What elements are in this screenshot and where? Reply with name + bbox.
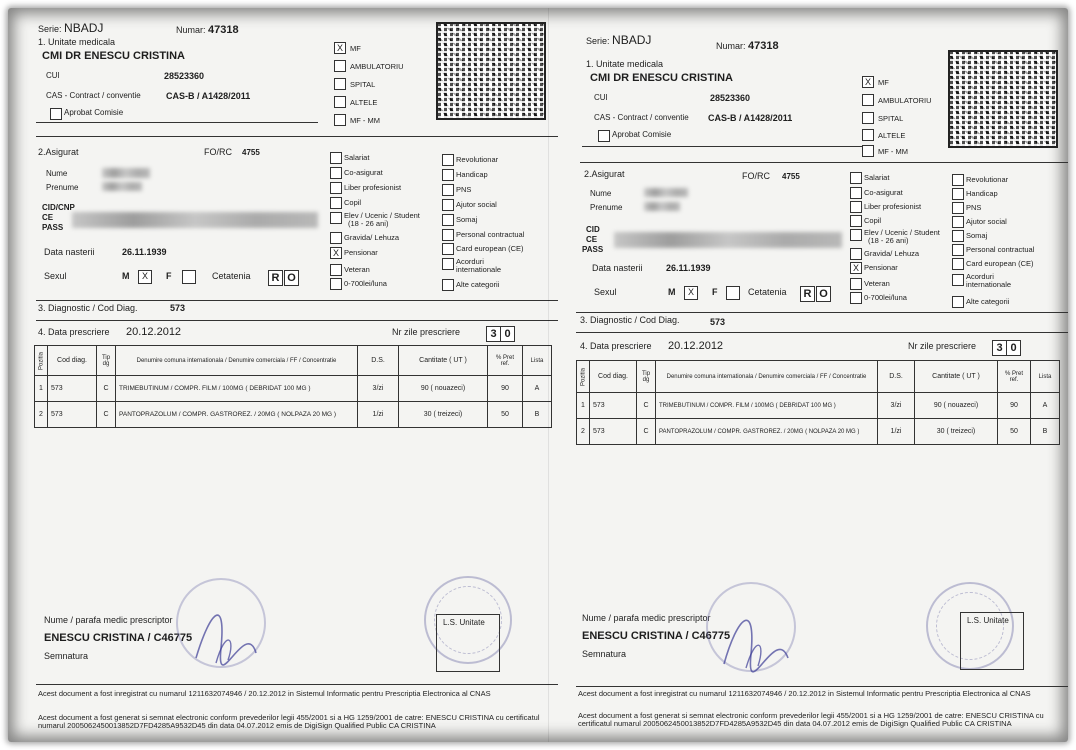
cetatenia-char: O: [816, 286, 831, 302]
category-label: Handicap: [456, 170, 488, 179]
category-checkbox: [330, 232, 342, 244]
nr-zile-label: Nr zile prescriere: [908, 341, 977, 351]
category-checkbox: [442, 214, 454, 226]
header-ds: D.S.: [878, 361, 915, 393]
cell-ds: 3/zi: [878, 393, 915, 419]
footer-registration: Acest document a fost inregistrat cu numarul 1211632074946 / 20.12.2012 in Sistemul Informatic pentru Prescriptia Electronica al CNAS: [38, 690, 491, 698]
category-label: Ajutor social: [456, 200, 497, 209]
redacted-firstname: [644, 202, 680, 211]
header-pret: % Pret ref.: [488, 346, 523, 376]
header-cod-diag: Cod diag.: [590, 361, 637, 393]
aprobat-checkbox: [50, 108, 62, 120]
category-checkbox: [952, 202, 964, 214]
category-label: Card european (CE): [456, 244, 524, 253]
category-checkbox: [442, 243, 454, 255]
category-label: Copil: [864, 216, 882, 225]
category-label: Acorduri: [966, 272, 994, 281]
sexul-label: Sexul: [44, 271, 67, 281]
numar-label: Numar: [716, 41, 744, 51]
category-checkbox: [442, 229, 454, 241]
sex-m-checkbox: X: [684, 286, 698, 300]
cell-poz: 1: [35, 376, 48, 402]
diag-value: 573: [710, 317, 726, 327]
category-checkbox: [442, 169, 454, 181]
table-header-row: [577, 361, 1060, 393]
cas-label: CAS - Contract / conventie: [46, 91, 141, 100]
data-prescriere-value: 20.12.2012: [126, 326, 182, 338]
unit-type-label: MF - MM: [350, 116, 380, 125]
category-checkbox: [952, 274, 964, 286]
diag-label: 3. Diagnostic / Cod Diag.: [38, 303, 138, 313]
category-label: Copil: [344, 198, 362, 207]
footer-signature: Acest document a fost generat si semnat electronic conform prevederilor legii 455/2001 si a HG 1259/2001 de catre: ENESCU CRISTINA cu certificatul numarul 2005062450013852D7FD4285A9532D45 din data 04.07.2012 emis de DigiSign Qualified Public CA CRISTINA: [38, 714, 540, 731]
qr-code-icon: [948, 50, 1058, 148]
sex-m-checkbox: X: [138, 270, 152, 284]
unit-type-label: SPITAL: [350, 80, 376, 89]
ls-unitate-box: [436, 614, 500, 672]
cell-cantitate: 30 ( treizeci): [399, 402, 488, 428]
document-scan: [8, 8, 1068, 742]
unitate-label: 1. Unitate medicala: [586, 59, 664, 69]
cell-poz: 1: [577, 393, 590, 419]
category-checkbox: [330, 182, 342, 194]
numar-value: 47318: [748, 40, 779, 52]
table-row: [577, 419, 1060, 445]
category-checkbox: [442, 279, 454, 291]
header-pret: % Pret ref.: [998, 361, 1031, 393]
cell-ds: 1/zi: [878, 419, 915, 445]
category-checkbox: [330, 278, 342, 290]
ls-unitate-label: L.S. Unitate: [967, 616, 1009, 625]
cui-value: 28523360: [710, 93, 751, 103]
cell-cantitate: 90 ( nouazeci): [915, 393, 998, 419]
category-label: Elev / Ucenic / Student: [864, 228, 940, 237]
category-sublabel: (18 - 26 ani): [868, 236, 909, 245]
category-label: Ajutor social: [966, 217, 1007, 226]
unit-type-label: ALTELE: [878, 131, 906, 140]
cell-tip: C: [97, 402, 116, 428]
unit-type-label: ALTELE: [350, 98, 378, 107]
category-checkbox: [952, 258, 964, 270]
cetatenia-label: Cetatenia: [748, 287, 787, 297]
category-checkbox: [952, 296, 964, 308]
semnatura-label: Semnatura: [582, 649, 627, 659]
redacted-name: [644, 188, 688, 197]
cell-lista: B: [523, 402, 552, 428]
sex-m-label: M: [122, 271, 130, 281]
aprobat-label: Aprobat Comisie: [612, 130, 672, 139]
redacted-cnp: [614, 232, 842, 248]
numar-value: 47318: [208, 24, 239, 36]
category-checkbox: [330, 212, 342, 224]
cid-label: CID/CNP: [42, 203, 75, 212]
unit-type-label: MF: [878, 78, 889, 87]
unit-type-checkbox: [862, 112, 874, 124]
sex-f-label: F: [712, 287, 718, 297]
category-checkbox: [850, 292, 862, 304]
header-denumire: Denumire comuna internationala / Denumire comerciala / FF / Concentratie: [116, 346, 358, 376]
fo-value: 4755: [782, 172, 800, 181]
category-checkbox: X: [330, 247, 342, 259]
data-prescriere-value: 20.12.2012: [668, 340, 724, 352]
category-label: Handicap: [966, 189, 998, 198]
header-cod-diag: Cod diag.: [48, 346, 97, 376]
cui-value: 28523360: [164, 71, 205, 81]
header-pozitia: Pozitia: [577, 361, 590, 393]
category-label: Co-asigurat: [344, 168, 383, 177]
unit-type-label: MF - MM: [878, 147, 908, 156]
cell-lista: A: [523, 376, 552, 402]
cell-cantitate: 30 ( treizeci): [915, 419, 998, 445]
unit-type-checkbox: X: [334, 42, 346, 54]
serie-value: NBADJ: [64, 21, 104, 35]
signature-stamp-icon: [696, 572, 806, 682]
cell-lista: B: [1031, 419, 1060, 445]
diag-label: 3. Diagnostic / Cod Diag.: [580, 315, 680, 325]
cid-label: CID: [586, 225, 600, 234]
nr-zile-digit: 3: [992, 340, 1007, 356]
category-checkbox: [952, 188, 964, 200]
nr-zile-digit: 0: [1006, 340, 1021, 356]
category-checkbox: [442, 154, 454, 166]
cas-label: CAS - Contract / conventie: [594, 113, 689, 122]
cell-ds: 3/zi: [358, 376, 399, 402]
cell-pret: 90: [488, 376, 523, 402]
signature-stamp-icon: [166, 568, 276, 678]
header-denumire: Denumire comuna internationala / Denumire comerciala / FF / Concentratie: [656, 361, 878, 393]
header-lista: Lista: [1031, 361, 1060, 393]
category-checkbox: [850, 248, 862, 260]
prenume-label: Prenume: [590, 203, 623, 212]
unit-type-label: MF: [350, 44, 361, 53]
page-fold: [548, 8, 549, 742]
medic-value: ENESCU CRISTINA / C46775: [582, 630, 731, 642]
cell-denumire: TRIMEBUTINUM / COMPR. FILM / 100MG ( DEBRIDAT 100 MG ): [656, 393, 878, 419]
cell-denumire: PANTOPRAZOLUM / COMPR. GASTROREZ. / 20MG ( NOLPAZA 20 MG ): [656, 419, 878, 445]
category-label: Personal contractual: [966, 245, 1035, 254]
category-label: 0-700lei/luna: [344, 279, 387, 288]
sex-m-label: M: [668, 287, 676, 297]
category-label: Alte categorii: [456, 280, 500, 289]
category-label: PNS: [966, 203, 982, 212]
aprobat-label: Aprobat Comisie: [64, 108, 124, 117]
category-label: Liber profesionist: [864, 202, 922, 211]
unit-type-label: AMBULATORIU: [878, 96, 932, 105]
header-cantitate: Cantitate ( UT ): [399, 346, 488, 376]
category-checkbox: [850, 187, 862, 199]
table-header-row: [35, 346, 552, 376]
table-row: [35, 402, 552, 428]
ce-label: CE: [586, 235, 598, 244]
sexul-label: Sexul: [594, 287, 617, 297]
category-label: 0-700lei/luna: [864, 293, 907, 302]
data-nasterii-value: 26.11.1939: [122, 247, 167, 257]
category-checkbox: [442, 184, 454, 196]
ls-unitate-label: L.S. Unitate: [443, 618, 485, 627]
header-tip: Tip dg: [637, 361, 656, 393]
category-checkbox: [850, 172, 862, 184]
category-label: Co-asigurat: [864, 188, 903, 197]
category-checkbox: [850, 201, 862, 213]
category-label: Liber profesionist: [344, 183, 402, 192]
category-label: Somaj: [456, 215, 478, 224]
data-nasterii-label: Data nasterii: [592, 263, 643, 273]
nr-zile-label: Nr zile prescriere: [392, 327, 461, 337]
header-lista: Lista: [523, 346, 552, 376]
serie-label: Serie: [38, 24, 60, 34]
cell-cod: 573: [590, 419, 637, 445]
category-label: Veteran: [864, 279, 890, 288]
category-checkbox: [952, 216, 964, 228]
unit-type-checkbox: [334, 78, 346, 90]
cell-pret: 90: [998, 393, 1031, 419]
category-label: Elev / Ucenic / Student: [344, 211, 420, 220]
category-label: Revolutionar: [456, 155, 499, 164]
category-label: Revolutionar: [966, 175, 1009, 184]
qr-code-icon: [436, 22, 546, 120]
nr-zile-digit: 0: [500, 326, 515, 342]
unit-type-checkbox: X: [862, 76, 874, 88]
category-checkbox: [330, 197, 342, 209]
aprobat-checkbox: [598, 130, 610, 142]
category-checkbox: [850, 215, 862, 227]
category-label: Gravida/ Lehuza: [344, 233, 400, 242]
pass-label: PASS: [42, 223, 64, 232]
category-label: PNS: [456, 185, 472, 194]
sex-f-checkbox: [726, 286, 740, 300]
unit-type-checkbox: [334, 96, 346, 108]
category-sublabel: (18 - 26 ani): [348, 219, 389, 228]
cell-denumire: PANTOPRAZOLUM / COMPR. GASTROREZ. / 20MG ( NOLPAZA 20 MG ): [116, 402, 358, 428]
sex-f-checkbox: [182, 270, 196, 284]
numar-label: Numar: [176, 25, 204, 35]
category-checkbox: [442, 199, 454, 211]
pass-label: PASS: [582, 245, 604, 254]
cas-value: CAS-B / A1428/2011: [708, 113, 793, 123]
category-label: Alte categorii: [966, 297, 1010, 306]
cetatenia-char: O: [284, 270, 299, 286]
footer-signature: Acest document a fost generat si semnat electronic conform prevederilor legii 455/2001 si a HG 1259/2001 de catre: ENESCU CRISTINA cu certificatul numarul 2005062450013852D7FD4285A9532D45 din data 04.07.2012 emis de DigiSign Qualified Public CA CRISTINA: [578, 712, 1044, 729]
fo-label: FO/RC: [742, 171, 770, 181]
diag-value: 573: [170, 303, 186, 313]
unit-type-checkbox: [334, 60, 346, 72]
redacted-firstname: [102, 182, 142, 191]
cell-lista: A: [1031, 393, 1060, 419]
unit-type-checkbox: [862, 94, 874, 106]
cui-label: CUI: [594, 93, 608, 102]
category-label: Card european (CE): [966, 259, 1034, 268]
data-nasterii-value: 26.11.1939: [666, 263, 711, 273]
category-checkbox: [850, 229, 862, 241]
category-checkbox: [952, 244, 964, 256]
cetatenia-label: Cetatenia: [212, 271, 251, 281]
prescription-copy-2: Serie: NBADJ Numar: 47318 1. Unitate medicala CMI DR ENESCU CRISTINA CUI 28523360 CAS - Contract / conventie CAS-B / A1428/2011 Aprobat Comisie X MF AMBULATORIU SPITAL ALTELE MF - MM 2.Asigurat FO/RC 4755 Nume Prenume CID CE PASS Data nasterii 26.11.1939 Sexul M X F Cetatenia R O Salariat Co-asigurat Liber profesionist Copil Elev / Ucenic / Student (18 - 26 ani) Gravida/ Lehuza X Pensionar Veteran 0-700lei/luna Revolutionar Handicap PNS Ajutor social Somaj Personal contractual Card european (CE) Acorduri internationale Alte categorii 3. Diagnostic / Cod Diag. 573 4. Data prescriere 20.12.2012 Nr zile prescriere 3 0 Pozitia Cod diag. Tip dg Denumire comuna internationala / Denumire comerciala / FF / Concentratie D.S. Cantitate ( UT ) % Pret ref. Lista 1 573 C TRIMEBUTINUM / COMPR. FILM / 100MG ( DEBRIDAT 100 MG ) 3/zi 90 ( nouazeci) 90 A 2 573 C PANTOPRAZOLUM / COMPR. GASTROREZ. / 20MG ( NOLPAZA 20 MG ) 1/zi 30 ( treizeci) 50 B Nume / parafa medic prescriptor ENESCU CRISTINA / C46775 Semnatura L.S. Unitate Acest document a fost inregistrat cu numarul 1211632074946 / 20.12.2012 in Sistemul Informatic pentru Prescriptia Electronica al CNAS Acest document a fost generat si semnat electronic conform prevederilor legii 455/2001 si a HG 1259/2001 de catre: ENESCU CRISTINA cu certificatul numarul 2005062450013852D7FD4285A9532D45 din data 04.07.2012 emis de DigiSign Qualified Public CA CRISTINA: [556, 22, 1068, 742]
category-checkbox: [330, 264, 342, 276]
cell-poz: 2: [577, 419, 590, 445]
ce-label: CE: [42, 213, 54, 222]
category-label: Pensionar: [864, 263, 898, 272]
category-label: Pensionar: [344, 248, 378, 257]
category-label: Salariat: [864, 173, 890, 182]
cell-poz: 2: [35, 402, 48, 428]
asigurat-label: 2.Asigurat: [584, 169, 625, 179]
medic-label: Nume / parafa medic prescriptor: [44, 615, 173, 625]
medic-label: Nume / parafa medic prescriptor: [582, 613, 711, 623]
category-sublabel: internationale: [966, 280, 1012, 289]
header-pozitia: Pozitia: [35, 346, 48, 376]
cell-cod: 573: [48, 376, 97, 402]
asigurat-label: 2.Asigurat: [38, 147, 79, 157]
category-label: Somaj: [966, 231, 988, 240]
header-cantitate: Cantitate ( UT ): [915, 361, 998, 393]
header-tip: Tip dg: [97, 346, 116, 376]
cell-tip: C: [637, 419, 656, 445]
serie-label: Serie: [586, 36, 608, 46]
category-checkbox: [330, 167, 342, 179]
unitate-name: CMI DR ENESCU CRISTINA: [590, 72, 734, 84]
unitate-name: CMI DR ENESCU CRISTINA: [42, 50, 186, 62]
data-nasterii-label: Data nasterii: [44, 247, 95, 257]
nume-label: Nume: [46, 169, 68, 178]
data-prescriere-label: 4. Data prescriere: [580, 341, 652, 351]
category-checkbox: [442, 258, 454, 270]
category-checkbox: [850, 278, 862, 290]
footer-registration: Acest document a fost inregistrat cu numarul 1211632074946 / 20.12.2012 in Sistemul Informatic pentru Prescriptia Electronica al CNAS: [578, 690, 1031, 698]
serie-value: NBADJ: [612, 33, 652, 47]
prescription-copy-1: Serie: NBADJ Numar: 47318 1. Unitate medicala CMI DR ENESCU CRISTINA CUI 28523360 CAS - Contract / conventie CAS-B / A1428/2011 Aprobat Comisie X MF AMBULATORIU SPITAL ALTELE MF - MM 2.Asigurat FO/RC 4755 Nume Prenume CID/CNP CE PASS Data nasterii 26.11.1939 Sexul M X F Cetatenia R O Salariat Co-asigurat Liber profesionist Copil Elev / Ucenic / Student (18 - 26 ani) Gravida/ Lehuza X Pensionar Veteran 0-700lei/luna Revolutionar Handicap PNS Ajutor social Somaj Personal contractual Card european (CE) Acorduri internationale Alte categorii 3. Diagnostic / Cod Diag. 573 4. Data prescriere 20.12.2012 Nr zile prescriere 3 0 Pozitia Cod diag. Tip dg Denumire comuna internationala / Denumire comerciala / FF / Concentratie D.S. Cantitate ( UT ) % Pret ref. Lista 1 573 C TRIMEBUTINUM / COMPR. FILM / 100MG ( DEBRIDAT 100 MG ) 3/zi 90 ( nouazeci) 90 A 2 573 C PANTOPRAZOLUM / COMPR. GASTROREZ. / 20MG ( NOLPAZA 20 MG ) 1/zi 30 ( treizeci) 50 B Nume / parafa medic prescriptor ENESCU CRISTINA / C46775 Semnatura L.S. Unitate Acest document a fost inregistrat cu numarul 1211632074946 / 20.12.2012 in Sistemul Informatic pentru Prescriptia Electronica al CNAS Acest document a fost generat si semnat electronic conform prevederilor legii 455/2001 si a HG 1259/2001 de catre: ENESCU CRISTINA cu certificatul numarul 2005062450013852D7FD4285A9532D45 din data 04.07.2012 emis de DigiSign Qualified Public CA CRISTINA: [16, 8, 546, 742]
cas-value: CAS-B / A1428/2011: [166, 91, 251, 101]
cell-pret: 50: [998, 419, 1031, 445]
unit-type-checkbox: [334, 114, 346, 126]
category-checkbox: [330, 152, 342, 164]
category-label: Personal contractual: [456, 230, 525, 239]
cell-cantitate: 90 ( nouazeci): [399, 376, 488, 402]
cui-label: CUI: [46, 71, 60, 80]
medic-value: ENESCU CRISTINA / C46775: [44, 632, 193, 644]
sex-f-label: F: [166, 271, 172, 281]
cetatenia-char: R: [268, 270, 283, 286]
nr-zile-digit: 3: [486, 326, 501, 342]
fo-value: 4755: [242, 148, 260, 157]
table-row: [577, 393, 1060, 419]
redacted-cnp: [72, 212, 318, 228]
prenume-label: Prenume: [46, 183, 79, 192]
cell-denumire: TRIMEBUTINUM / COMPR. FILM / 100MG ( DEBRIDAT 100 MG ): [116, 376, 358, 402]
unit-type-label: AMBULATORIU: [350, 62, 404, 71]
cell-cod: 573: [48, 402, 97, 428]
prescription-table: [576, 360, 1060, 445]
category-checkbox: [952, 174, 964, 186]
unit-type-checkbox: [862, 145, 874, 157]
category-label: Gravida/ Lehuza: [864, 249, 920, 258]
unit-type-checkbox: [862, 129, 874, 141]
cell-tip: C: [97, 376, 116, 402]
cell-cod: 573: [590, 393, 637, 419]
ls-unitate-box: [960, 612, 1024, 670]
cell-tip: C: [637, 393, 656, 419]
data-prescriere-label: 4. Data prescriere: [38, 327, 110, 337]
category-checkbox: X: [850, 262, 862, 274]
fo-label: FO/RC: [204, 147, 232, 157]
header-ds: D.S.: [358, 346, 399, 376]
cell-pret: 50: [488, 402, 523, 428]
category-label: Veteran: [344, 265, 370, 274]
semnatura-label: Semnatura: [44, 651, 89, 661]
nume-label: Nume: [590, 189, 612, 198]
unitate-label: 1. Unitate medicala: [38, 37, 116, 47]
category-label: Acorduri: [456, 257, 484, 266]
cetatenia-char: R: [800, 286, 815, 302]
category-checkbox: [952, 230, 964, 242]
redacted-name: [102, 168, 150, 178]
prescription-table: [34, 345, 552, 428]
cell-ds: 1/zi: [358, 402, 399, 428]
category-sublabel: internationale: [456, 265, 502, 274]
table-row: [35, 376, 552, 402]
unit-type-label: SPITAL: [878, 114, 904, 123]
category-label: Salariat: [344, 153, 370, 162]
